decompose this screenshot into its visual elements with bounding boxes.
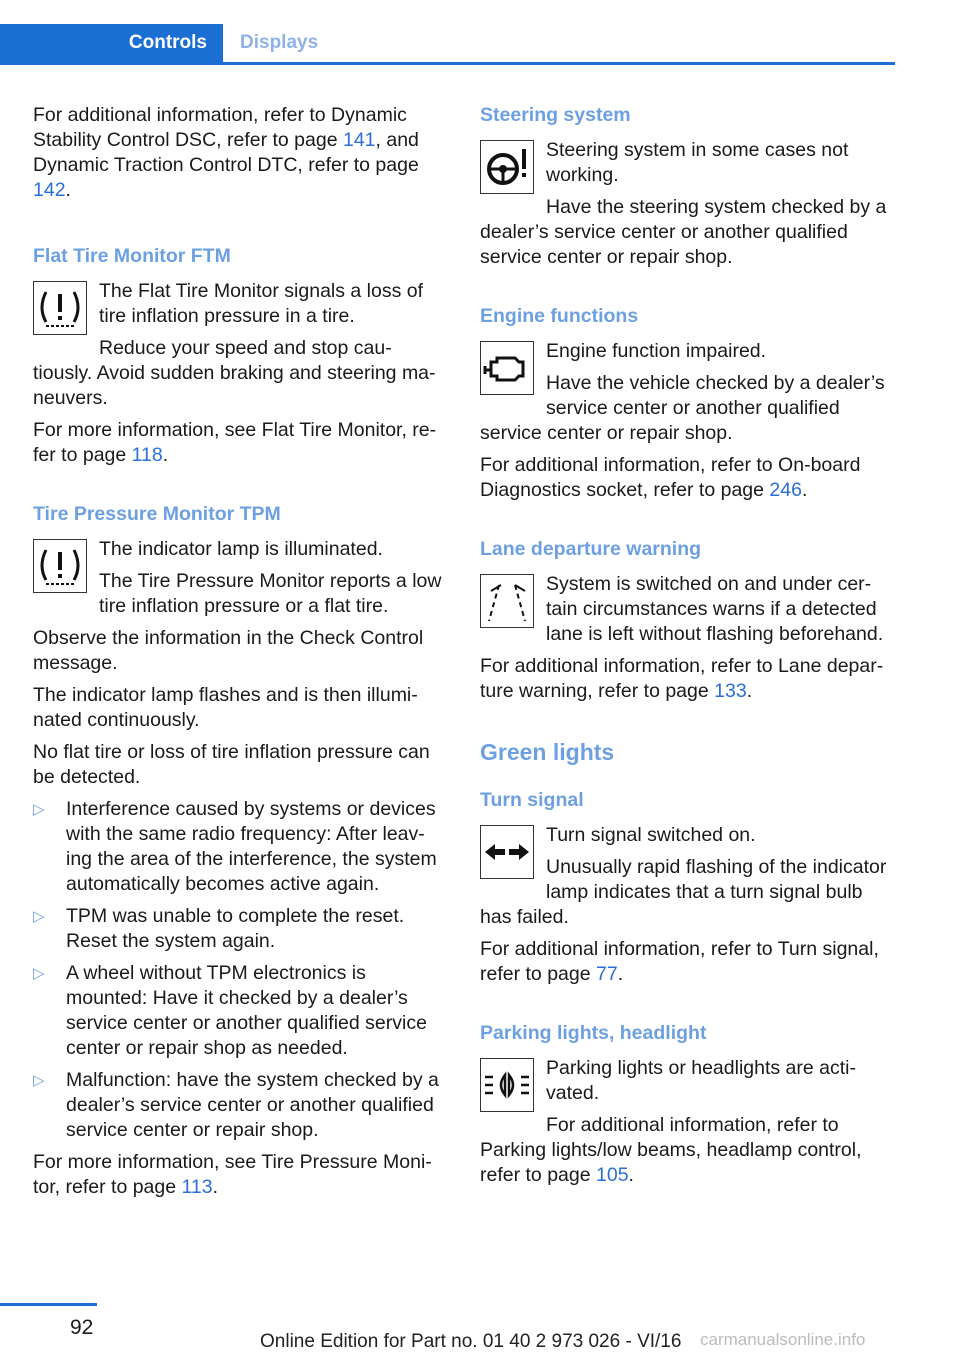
section-parking: Parking lights, headlight Parking lights or headlights are acti‐vated. For additional information, refer to Parking lights/low beams, headlamp control, refer to page 105. — [480, 1021, 896, 1188]
page-link-105[interactable]: 105 — [596, 1164, 629, 1186]
page-link-133[interactable]: 133 — [714, 680, 747, 702]
section-title: Turn signal — [480, 789, 584, 811]
tab-displays[interactable]: Displays — [240, 32, 319, 53]
section-title: Parking lights, headlight — [480, 1022, 707, 1044]
chapter-heading: Green lights — [480, 739, 615, 765]
page-link-142[interactable]: 142 — [33, 179, 66, 201]
watermark: carmanualsonline.info — [700, 1330, 866, 1349]
section-ftm: Flat Tire Monitor FTM The Flat Tire Monitor signals a loss of tire inflation pressure in a tire. Reduce your speed and stop cau‐tiously. Avoid sudden braking and steering ma‐neuvers. For more information, see Flat Tire Monitor, re‐fer to page 118. — [33, 244, 449, 468]
section-title: Steering system — [480, 104, 631, 126]
engine-icon — [480, 341, 534, 395]
page-link-118[interactable]: 118 — [131, 444, 163, 466]
list-item: ▷ TPM was unable to complete the reset. Reset the system again. — [33, 905, 405, 952]
left-column — [33, 103, 449, 1234]
tire-pressure-icon — [33, 539, 87, 593]
section-tpm: Tire Pressure Monitor TPM The indicator lamp is illuminated. The Tire Pressure Monitor reports a low tire inflation pressure or a flat tire. Observe the information in the Check Control message. The indicator lamp flashes and is then illumi‐nated continuously. No flat tire or loss of tire inflation pressure can be detected. ▷ Interference caused by systems or devices with the same radio frequency: After leav‐ing the area of the interference, the system automatically becomes active again. ▷ TPM was unable to complete the reset. Reset the system again. ▷ A wheel without TPM electronics is mounted: Have it checked by a dealer’s service center or another qualified service center or repair shop as needed. ▷ Malfunction: have the system checked by a dealer’s service center or another qualified service center or repair shop. For more information, see Tire Pressure Moni‐tor, refer to page 113. — [33, 502, 449, 1200]
page-number: 92 — [70, 1316, 94, 1339]
page-link-77[interactable]: 77 — [596, 963, 618, 985]
online-edition-note: Online Edition for Part no. 01 40 2 973 026 - VI/16 — [260, 1331, 682, 1352]
footer-rule — [0, 1303, 97, 1306]
section-turn: Turn signal Turn signal switched on. Unusually rapid flashing of the indicator lamp indicates that a turn signal bulb has failed. For additional information, refer to Turn signal, refer to page 77. — [480, 788, 896, 987]
right-column — [480, 103, 896, 1222]
section-lane: Lane departure warning System is switched on and under cer‐tain circumstances warns if a detected lane is left without flashing beforehand. For additional information, refer to Lane depar‐ture warning, refer to page 133. — [480, 537, 896, 704]
intro-paragraph: For additional information, refer to Dynamic Stability Control DSC, refer to page 141, and Dynamic Traction Control DTC, refer to page 142. — [33, 104, 419, 201]
parking-lights-icon — [480, 1058, 534, 1112]
page-link-113[interactable]: 113 — [181, 1176, 213, 1198]
section-title: Engine functions — [480, 305, 639, 327]
steering-warning-icon — [480, 140, 534, 194]
list-item: ▷ Malfunction: have the system checked by a dealer’s service center or another qualified service center or repair shop. — [33, 1069, 439, 1141]
list-item: ▷ A wheel without TPM electronics is mounted: Have it checked by a dealer’s service center or another qualified service center or repair shop as needed. — [33, 962, 427, 1059]
section-title: Lane departure warning — [480, 538, 702, 560]
section-title: Tire Pressure Monitor TPM — [33, 503, 281, 525]
tab-controls[interactable]: Controls — [0, 24, 223, 62]
page-link-246[interactable]: 246 — [769, 479, 802, 501]
turn-signal-icon — [480, 825, 534, 879]
page-link-141[interactable]: 141 — [342, 129, 376, 151]
bullet-list — [33, 797, 449, 1143]
section-title: Flat Tire Monitor FTM — [33, 245, 231, 267]
lane-departure-icon — [480, 574, 534, 628]
tab-bar — [0, 24, 895, 65]
section-engine: Engine functions Engine function impaired. Have the vehicle checked by a dealer’s service center or another qualified service center or repair shop. For additional information, refer to On-board Diagnostics socket, refer to page 246. — [480, 304, 896, 503]
tire-pressure-icon — [33, 281, 87, 335]
section-steering: Steering system Steering system in some cases not working. Have the steering system checked by a dealer’s service center or another qualified service center or repair shop. — [480, 103, 896, 270]
list-item: ▷ Interference caused by systems or devices with the same radio frequency: After leav‐ing the area of the interference, the system automatically becomes active again. — [33, 798, 437, 895]
